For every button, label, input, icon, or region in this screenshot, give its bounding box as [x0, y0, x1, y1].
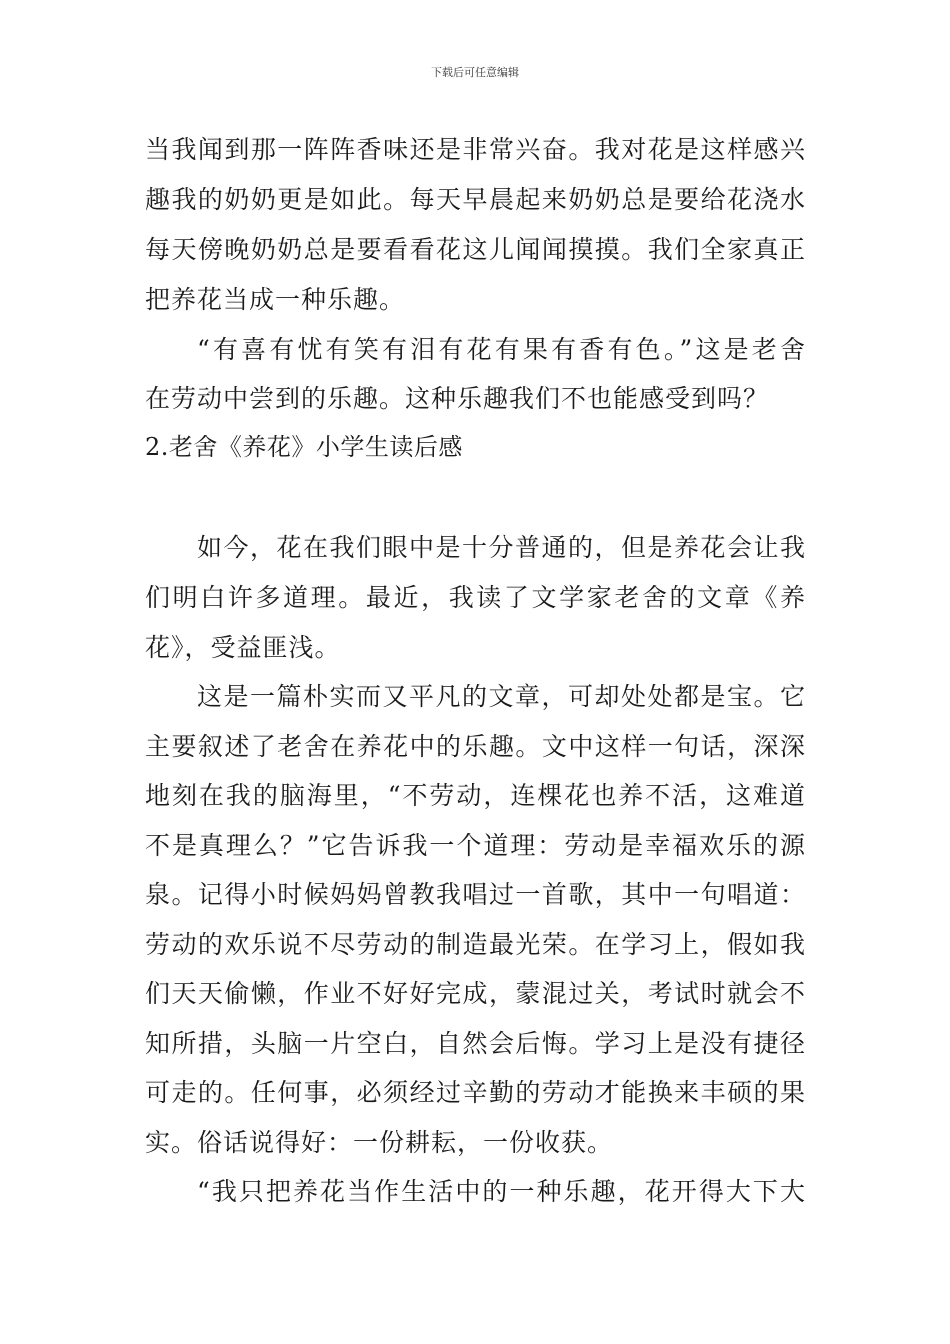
- body-line: 不是真理么？”它告诉我一个道理：劳动是幸福欢乐的源: [145, 831, 805, 860]
- body-line: “有喜有忧有笑有泪有花有果有香有色。”这是老舍: [197, 335, 805, 364]
- body-line: 这是一篇朴实而又平凡的文章，可却处处都是宝。它: [197, 682, 805, 711]
- body-line: 实。俗话说得好：一份耕耘，一份收获。: [145, 1128, 614, 1157]
- body-line: 把养花当成一种乐趣。: [145, 285, 406, 314]
- body-line: 地刻在我的脑海里，“不劳动，连棵花也养不活，这难道: [145, 781, 805, 810]
- body-line: 泉。记得小时候妈妈曾教我唱过一首歌，其中一句唱道：: [145, 880, 805, 909]
- body-line: 们天天偷懒，作业不好好完成，蒙混过关，考试时就会不: [145, 979, 805, 1008]
- body-line: 可走的。任何事，必须经过辛勤的劳动才能换来丰硕的果: [145, 1078, 805, 1107]
- section-heading: 2.老舍《养花》小学生读后感: [145, 433, 463, 461]
- body-line: 当我闻到那一阵阵香味还是非常兴奋。我对花是这样感兴: [145, 135, 805, 164]
- body-line: 主要叙述了老舍在养花中的乐趣。文中这样一句话，深深: [145, 732, 805, 761]
- body-line: 每天傍晚奶奶总是要看看花这儿闻闻摸摸。我们全家真正: [145, 235, 805, 264]
- body-line: 们明白许多道理。最近，我读了文学家老舍的文章《养: [145, 583, 805, 612]
- body-line: 劳动的欢乐说不尽劳动的制造最光荣。在学习上，假如我: [145, 930, 805, 959]
- body-line: 趣我的奶奶更是如此。每天早晨起来奶奶总是要给花浇水: [145, 185, 805, 214]
- body-line: 在劳动中尝到的乐趣。这种乐趣我们不也能感受到吗？: [145, 384, 770, 413]
- body-line: 花》，受益匪浅。: [145, 633, 341, 662]
- body-line: “我只把养花当作生活中的一种乐趣，花开得大下大: [197, 1177, 805, 1206]
- header-note: 下载后可任意编辑: [431, 66, 519, 79]
- body-line: 如今，花在我们眼中是十分普通的，但是养花会让我: [197, 533, 805, 562]
- body-line: 知所措，头脑一片空白，自然会后悔。学习上是没有捷径: [145, 1029, 805, 1058]
